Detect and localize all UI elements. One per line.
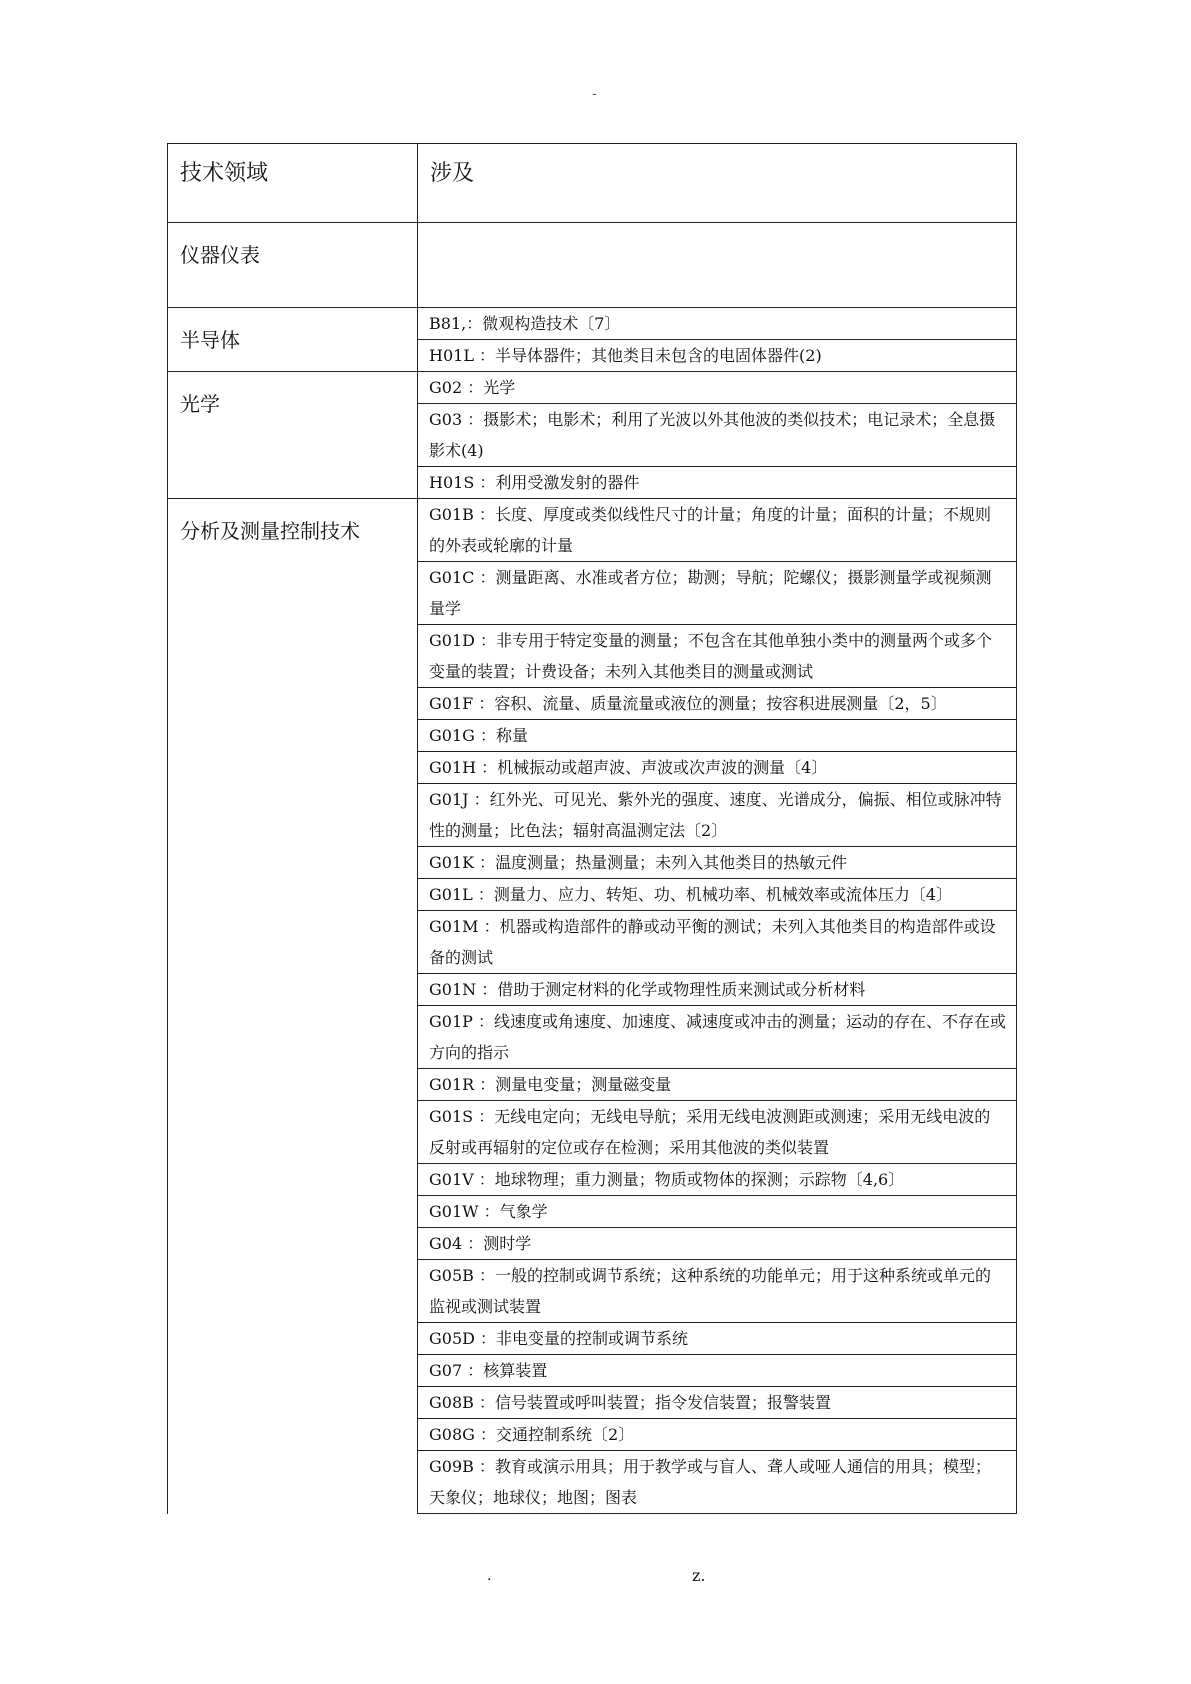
classification-entry: G01G ：称量	[429, 726, 529, 745]
involves-cell	[418, 784, 1017, 847]
classification-entry: G01K ：温度测量；热量测量；未列入其他类目的热敏元件	[429, 853, 848, 872]
footer-left-mark: .	[487, 1568, 492, 1584]
classification-entry: G07 ：核算装置	[429, 1361, 548, 1380]
classification-entry: G01B ：长度、厚度或类似线性尺寸的计量；角度的计量；面积的计量；不规则的外表或轮廓的计量	[429, 505, 991, 555]
table-row	[168, 372, 1017, 404]
classification-entry: G01F ：容积、流量、质量流量或液位的测量；按容积进展测量〔2，5〕	[429, 694, 947, 713]
involves-cell	[418, 688, 1017, 720]
classification-entry: G01M ：机器或构造部件的静或动平衡的测试；未列入其他类目的构造部件或设备的测试	[429, 917, 996, 967]
header-domain: 技术领域	[168, 144, 418, 223]
classification-entry: G01D ：非专用于特定变量的测量；不包含在其他单独小类中的测量两个或多个变量的装置；计费设备；未列入其他类目的测量或测试	[429, 631, 993, 681]
classification-entry: G09B ：教育或演示用具；用于教学或与盲人、聋人或哑人通信的用具；模型；天象仪；地球仪；地图；图表	[429, 1457, 991, 1507]
involves-cell	[418, 499, 1017, 562]
involves-cell	[418, 1069, 1017, 1101]
involves-cell	[418, 911, 1017, 974]
table-header-row	[168, 144, 1017, 223]
involves-cell	[418, 1355, 1017, 1387]
classification-entry: G08G ：交通控制系统〔2〕	[429, 1425, 635, 1444]
classification-entry: B81,：微观构造技术〔7〕	[429, 314, 621, 333]
classification-entry: G01C ：测量距离、水准或者方位；勘测；导航；陀螺仪；摄影测量学或视频测量学	[429, 568, 992, 618]
table-row	[168, 308, 1017, 340]
classification-entry: H01S ：利用受激发射的器件	[429, 473, 640, 492]
involves-cell	[418, 1006, 1017, 1069]
classification-entry: G01L ：测量力、应力、转矩、功、机械功率、机械效率或流体压力〔4〕	[429, 885, 953, 904]
involves-cell	[418, 879, 1017, 911]
involves-cell	[418, 1387, 1017, 1419]
involves-cell	[418, 1228, 1017, 1260]
involves-cell	[418, 1419, 1017, 1451]
involves-cell	[418, 1196, 1017, 1228]
involves-cell	[418, 847, 1017, 879]
domain-cell: 光学	[168, 372, 418, 499]
involves-cell	[418, 467, 1017, 499]
classification-entry: G01R ：测量电变量；测量磁变量	[429, 1075, 672, 1094]
classification-entry: G01V ：地球物理；重力测量；物质或物体的探测；示踪物〔4,6〕	[429, 1170, 905, 1189]
classification-entry: G01J ：红外光、可见光、紫外光的强度、速度、光谱成分，偏振、相位或脉冲特性的测量；比色法；辐射高温测定法〔2〕	[429, 790, 1002, 840]
involves-cell-empty	[418, 223, 1017, 308]
involves-cell	[418, 562, 1017, 625]
classification-entry: G01N ：借助于测定材料的化学或物理性质来测试或分析材料	[429, 980, 866, 999]
involves-cell	[418, 1101, 1017, 1164]
classification-entry: G01S ：无线电定向；无线电导航；采用无线电波测距或测速；采用无线电波的反射或再辐射的定位或存在检测；采用其他波的类似装置	[429, 1107, 991, 1157]
involves-cell	[418, 340, 1017, 372]
table-row	[168, 223, 1017, 308]
classification-entry: G05D ：非电变量的控制或调节系统	[429, 1329, 689, 1348]
page-top-mark: -	[592, 86, 597, 102]
involves-cell	[418, 372, 1017, 404]
involves-cell	[418, 974, 1017, 1006]
classification-entry: G01W ：气象学	[429, 1202, 548, 1221]
involves-cell	[418, 1451, 1017, 1514]
involves-cell	[418, 752, 1017, 784]
domain-cell: 仪器仪表	[168, 223, 418, 308]
header-involves: 涉及	[418, 144, 1017, 223]
domain-cell: 半导体	[168, 308, 418, 372]
footer-right-mark: z.	[692, 1566, 706, 1585]
domain-cell: 分析及测量控制技术	[168, 499, 418, 1514]
classification-entry: H01L ：半导体器件；其他类目未包含的电固体器件(2)	[429, 346, 822, 365]
involves-cell	[418, 308, 1017, 340]
classification-entry: G01P ：线速度或角速度、加速度、减速度或冲击的测量；运动的存在、不存在或方向的指示	[429, 1012, 1006, 1062]
classification-entry: G01H ：机械振动或超声波、声波或次声波的测量〔4〕	[429, 758, 828, 777]
involves-cell	[418, 404, 1017, 467]
classification-entry: G03 ：摄影术；电影术；利用了光波以外其他波的类似技术；电记录术；全息摄影术(4)	[429, 410, 996, 460]
classification-entry: G02 ：光学	[429, 378, 516, 397]
classification-entry: G08B ：信号装置或呼叫装置；指令发信装置；报警装置	[429, 1393, 831, 1412]
classification-entry: G04 ：测时学	[429, 1234, 532, 1253]
involves-cell	[418, 1323, 1017, 1355]
involves-cell	[418, 1164, 1017, 1196]
involves-cell	[418, 625, 1017, 688]
table-row	[168, 499, 1017, 562]
classification-table	[167, 143, 1017, 1514]
classification-entry: G05B ：一般的控制或调节系统；这种系统的功能单元；用于这种系统或单元的监视或测试装置	[429, 1266, 991, 1316]
involves-cell	[418, 1260, 1017, 1323]
involves-cell	[418, 720, 1017, 752]
